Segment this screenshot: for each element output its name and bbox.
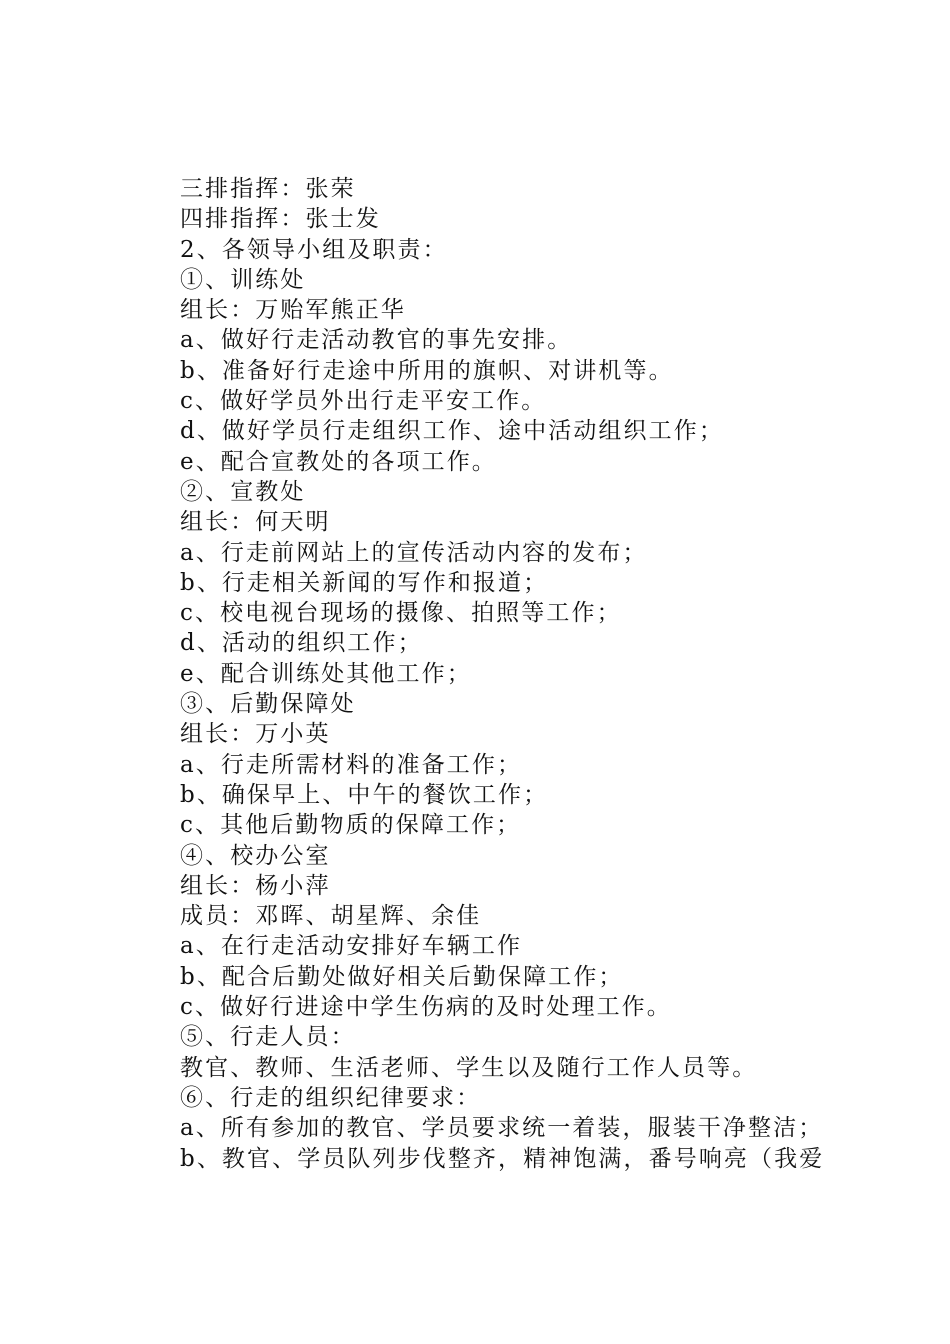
duty-item: a、行走所需材料的准备工作； — [180, 751, 523, 778]
duty-item: b、配合后勤处做好相关后勤保障工作； — [180, 963, 624, 990]
section-heading: 2、各领导小组及职责： — [180, 236, 448, 263]
group-leader: 组长：何天明 — [180, 509, 331, 536]
subsection-heading: ④、校办公室 — [180, 842, 331, 869]
duty-item: a、在行走活动安排好车辆工作 — [180, 933, 523, 960]
text-line: 三排指挥：张荣 — [180, 176, 356, 202]
duty-item: c、做好学员外出行走平安工作。 — [180, 388, 547, 415]
document-body — [180, 174, 860, 1174]
duty-item: b、准备好行走途中所用的旗帜、对讲机等。 — [180, 357, 674, 384]
subsection-heading: ③、后勤保障处 — [180, 691, 356, 718]
text-line: 四排指挥：张士发 — [180, 206, 381, 233]
subsection-heading: ⑤、行走人员： — [180, 1024, 356, 1051]
group-members: 成员：邓晖、胡星辉、余佳 — [180, 903, 482, 930]
duty-item: d、活动的组织工作； — [180, 630, 423, 657]
duty-item: a、行走前网站上的宣传活动内容的发布； — [180, 539, 648, 566]
duty-item: a、做好行走活动教官的事先安排。 — [180, 327, 573, 354]
duty-item: b、行走相关新闻的写作和报道； — [180, 569, 549, 596]
duty-item: a、所有参加的教官、学员要求统一着装，服装干净整洁； — [180, 1115, 824, 1142]
duty-item: e、配合训练处其他工作； — [180, 660, 472, 687]
duty-item: c、校电视台现场的摄像、拍照等工作； — [180, 600, 622, 627]
duty-item: e、配合宣教处的各项工作。 — [180, 448, 497, 475]
duty-item: d、做好学员行走组织工作、途中活动组织工作； — [180, 418, 724, 445]
duty-item: b、教官、学员队列步伐整齐，精神饱满，番号响亮（我爱 — [180, 1145, 825, 1172]
subsection-heading: ①、训练处 — [180, 266, 306, 293]
group-leader: 组长：万小英 — [180, 721, 331, 748]
duty-item: b、确保早上、中午的餐饮工作； — [180, 781, 549, 808]
duty-item: c、做好行进途中学生伤病的及时处理工作。 — [180, 994, 672, 1021]
text-line: 教官、教师、生活老师、学生以及随行工作人员等。 — [180, 1054, 758, 1081]
subsection-heading: ⑥、行走的组织纪律要求： — [180, 1084, 482, 1111]
group-leader: 组长：万贻军熊正华 — [180, 297, 406, 324]
subsection-heading: ②、宣教处 — [180, 478, 306, 505]
group-leader: 组长：杨小萍 — [180, 872, 331, 899]
duty-item: c、其他后勤物质的保障工作； — [180, 812, 522, 839]
